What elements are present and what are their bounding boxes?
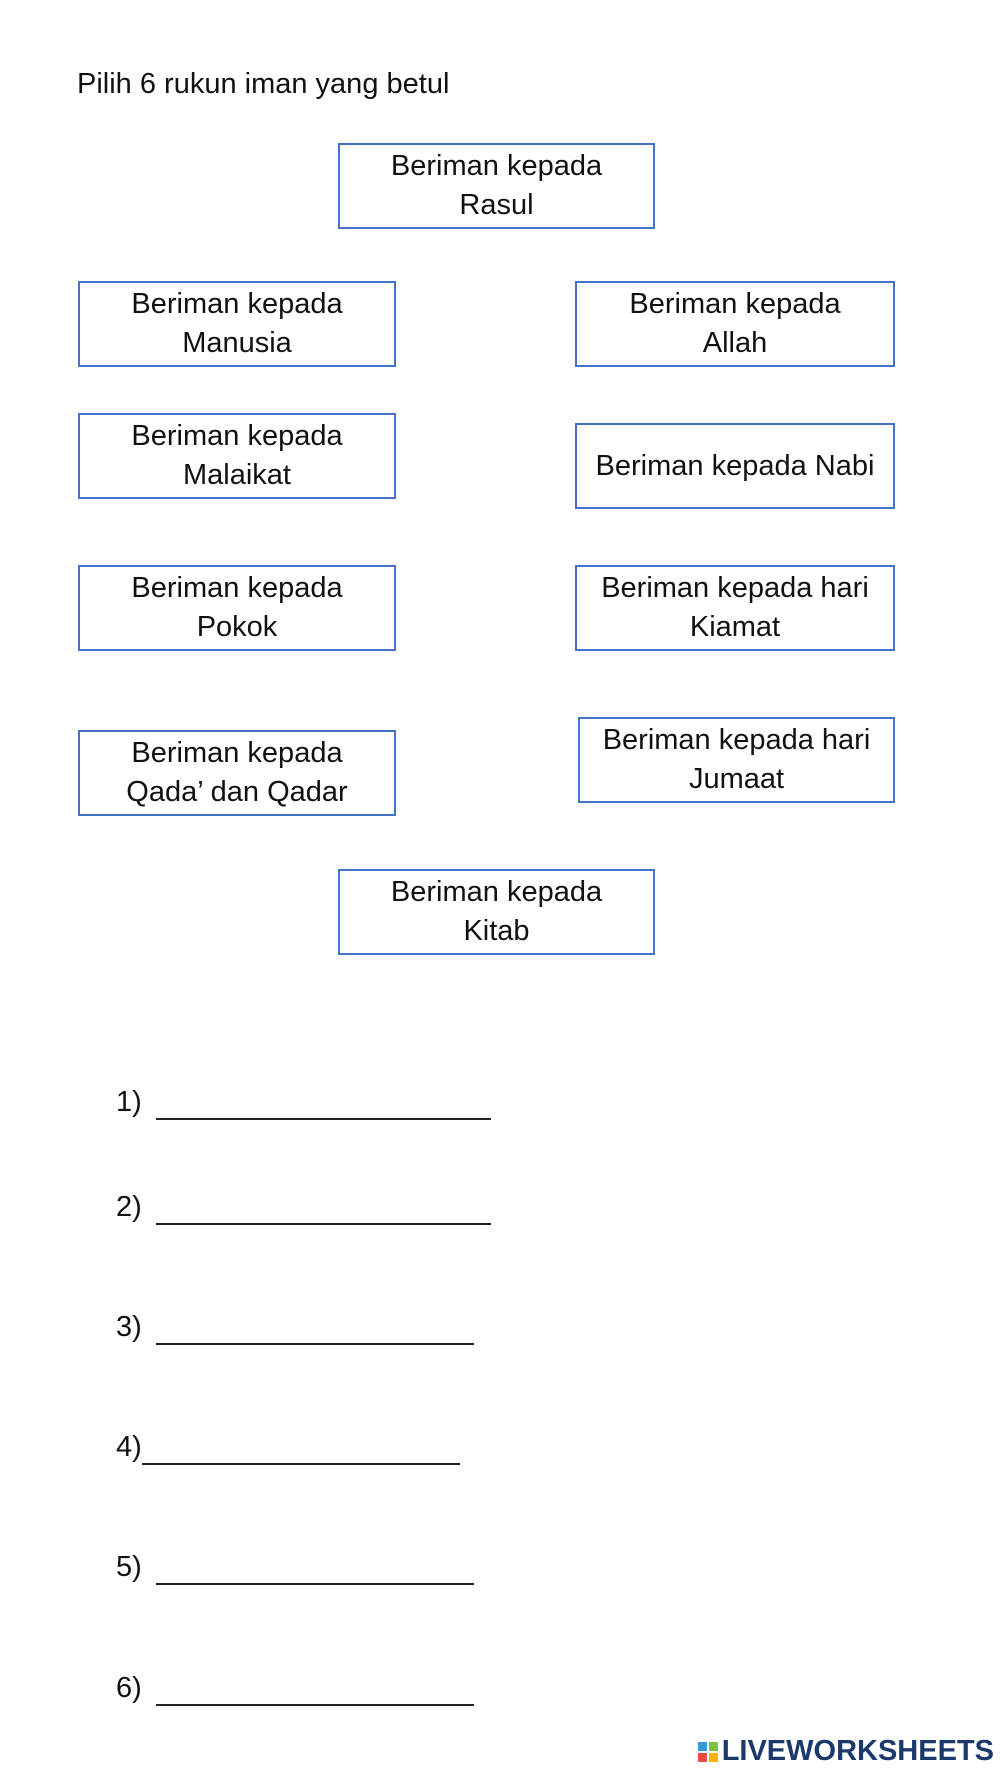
option-box-qada-qadar[interactable]	[78, 730, 396, 816]
answer-input-1[interactable]	[156, 1088, 491, 1120]
option-text-line1: Beriman kepada	[131, 572, 343, 604]
liveworksheets-icon	[698, 1742, 718, 1762]
liveworksheets-logo	[698, 1735, 994, 1768]
option-text-line2: Manusia	[182, 327, 292, 359]
liveworksheets-wordmark: LIVEWORKSHEETS	[721, 1735, 994, 1767]
option-box-kitab[interactable]	[338, 869, 655, 955]
answer-input-3[interactable]	[156, 1313, 474, 1345]
option-text-line1: Beriman kepada	[131, 737, 343, 769]
option-text-line1: Beriman kepada hari	[601, 572, 869, 604]
option-box-allah[interactable]	[575, 281, 895, 367]
option-text-line2: Rasul	[459, 189, 534, 221]
logo-square-red	[698, 1753, 707, 1762]
option-text-line1: Beriman kepada hari	[602, 724, 871, 756]
answer-input-5[interactable]	[156, 1553, 474, 1585]
answer-number: 3)	[116, 1311, 142, 1343]
answer-row-1	[116, 1080, 491, 1120]
option-box-malaikat[interactable]	[78, 413, 396, 499]
answer-input-6[interactable]	[156, 1674, 474, 1706]
option-box-nabi[interactable]	[575, 423, 895, 509]
option-text-line2: Allah	[702, 327, 768, 359]
option-text-line2: Malaikat	[183, 459, 291, 491]
option-text-line1: Beriman kepada	[629, 288, 841, 320]
option-box-pokok[interactable]	[78, 565, 396, 651]
answer-input-2[interactable]	[156, 1193, 491, 1225]
option-text-line1: Beriman kepada	[390, 876, 603, 908]
option-box-manusia[interactable]	[78, 281, 396, 367]
logo-square-green	[709, 1742, 718, 1751]
logo-square-yellow	[709, 1753, 718, 1762]
answer-input-4[interactable]	[142, 1433, 460, 1465]
option-text-line1: Beriman kepada Nabi	[595, 449, 875, 482]
option-box-rasul[interactable]	[338, 143, 655, 229]
answer-row-2	[116, 1185, 491, 1225]
option-text-line2: Kiamat	[689, 611, 781, 643]
answer-row-3	[116, 1305, 474, 1345]
option-text-line1: Beriman kepada	[390, 150, 603, 182]
answer-row-6	[116, 1666, 474, 1706]
answer-row-5	[116, 1545, 474, 1585]
option-text-line2: Jumaat	[688, 763, 785, 795]
option-text-line2: Qada’ dan Qadar	[126, 776, 348, 808]
logo-square-blue	[698, 1742, 707, 1751]
answer-number: 6)	[116, 1672, 142, 1704]
option-box-kiamat[interactable]	[575, 565, 895, 651]
option-text-line1: Beriman kepada	[131, 420, 343, 452]
answer-number: 4)	[116, 1431, 142, 1463]
instruction-text: Pilih 6 rukun iman yang betul	[77, 68, 450, 100]
answer-number: 1)	[116, 1086, 142, 1118]
option-text-line1: Beriman kepada	[131, 288, 343, 320]
option-text-line2: Pokok	[196, 611, 278, 643]
option-box-jumaat[interactable]	[578, 717, 895, 803]
answer-number: 2)	[116, 1191, 142, 1223]
answer-row-4	[116, 1425, 460, 1465]
answer-number: 5)	[116, 1551, 142, 1583]
option-text-line2: Kitab	[463, 915, 530, 947]
